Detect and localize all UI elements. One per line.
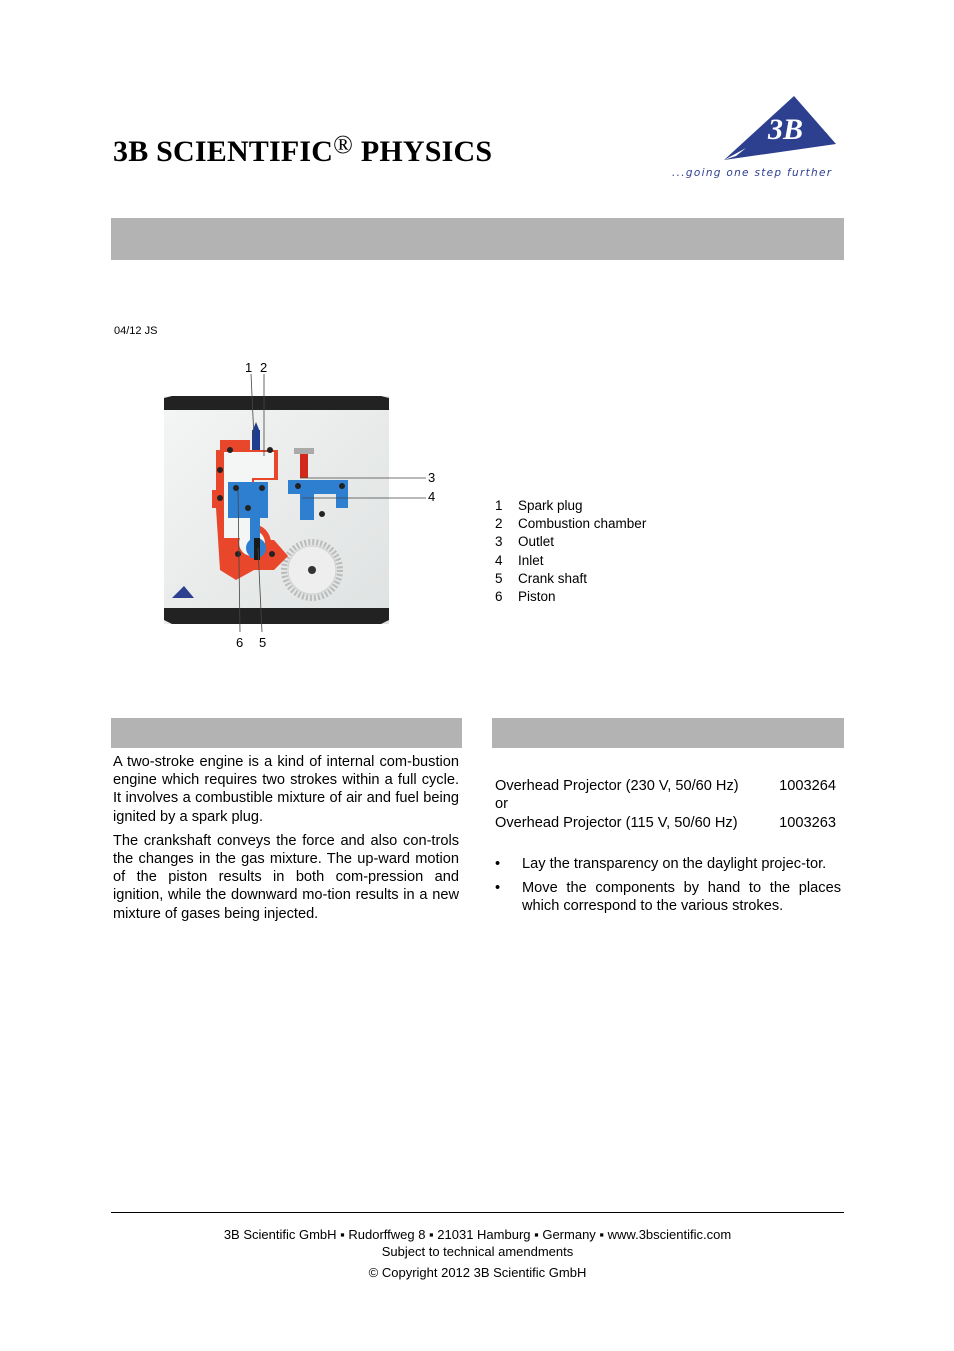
footer-amendments: Subject to technical amendments bbox=[381, 1244, 574, 1259]
description-section-bar bbox=[111, 718, 462, 748]
instruction-item: • Lay the transparency on the daylight projec-tor. bbox=[495, 856, 827, 872]
legend-item: 3 Outlet bbox=[495, 534, 555, 550]
brand-tail: PHYSICS bbox=[353, 135, 493, 168]
footer-rule bbox=[111, 1212, 844, 1213]
equipment-or: or bbox=[495, 796, 508, 813]
description-text bbox=[113, 753, 459, 929]
operation-section-bar bbox=[492, 718, 844, 748]
parts-legend bbox=[495, 497, 646, 606]
brand-main: 3B SCIENTIFIC bbox=[113, 135, 334, 168]
legend-item: 2 Combustion chamber bbox=[495, 516, 647, 532]
date-code: 04/12 JS bbox=[114, 325, 158, 337]
callout-2: 2 bbox=[260, 360, 268, 375]
description-paragraph-1: A two-stroke engine is a kind of internal com-bustion engine which requires two strokes within a full cycle. It involves a combustible mixture of air and fuel being ignited by a spark plug. bbox=[113, 754, 459, 825]
title-bar bbox=[111, 218, 844, 260]
footer-copyright: © Copyright 2012 3B Scientific GmbH bbox=[368, 1265, 587, 1280]
svg-text:3B: 3B bbox=[768, 113, 804, 146]
legend-item: 5 Crank shaft bbox=[495, 570, 588, 586]
engine-transparency-figure bbox=[150, 358, 450, 658]
equipment-list bbox=[495, 777, 836, 832]
registered-mark: ® bbox=[333, 130, 354, 159]
bullet-icon: • bbox=[495, 856, 501, 872]
equipment-item: Overhead Projector (230 V, 50/60 Hz) 1003264 bbox=[495, 778, 836, 794]
callout-3: 3 bbox=[428, 470, 436, 485]
legend-item: 6 Piston bbox=[495, 589, 556, 605]
callout-4: 4 bbox=[428, 489, 436, 504]
callout-5: 5 bbox=[259, 635, 267, 650]
legend-item: 4 Inlet bbox=[495, 552, 544, 568]
description-paragraph-2: The crankshaft conveys the force and also con-trols the changes in the gas mixture. The up-ward motion of the piston results in both com-pression and ignition, while the downward mo-tion results in a new mixture of gases being injected. bbox=[113, 832, 459, 922]
footer-address: 3B Scientific GmbH ▪ Rudorffweg 8 ▪ 21031 Hamburg ▪ Germany ▪ www.3bscientific.com bbox=[223, 1227, 732, 1242]
instruction-list bbox=[495, 855, 841, 922]
instruction-item: • Move the components by hand to the places which correspond to the various strokes. bbox=[495, 880, 841, 915]
equipment-item: Overhead Projector (115 V, 50/60 Hz) 1003263 bbox=[495, 814, 836, 831]
legend-item: 1 Spark plug bbox=[495, 498, 583, 513]
tagline: ...going one step further bbox=[672, 167, 833, 179]
callout-6: 6 bbox=[236, 635, 244, 650]
brand-title bbox=[113, 130, 492, 169]
bullet-icon: • bbox=[495, 880, 501, 897]
callout-1: 1 bbox=[245, 360, 253, 375]
